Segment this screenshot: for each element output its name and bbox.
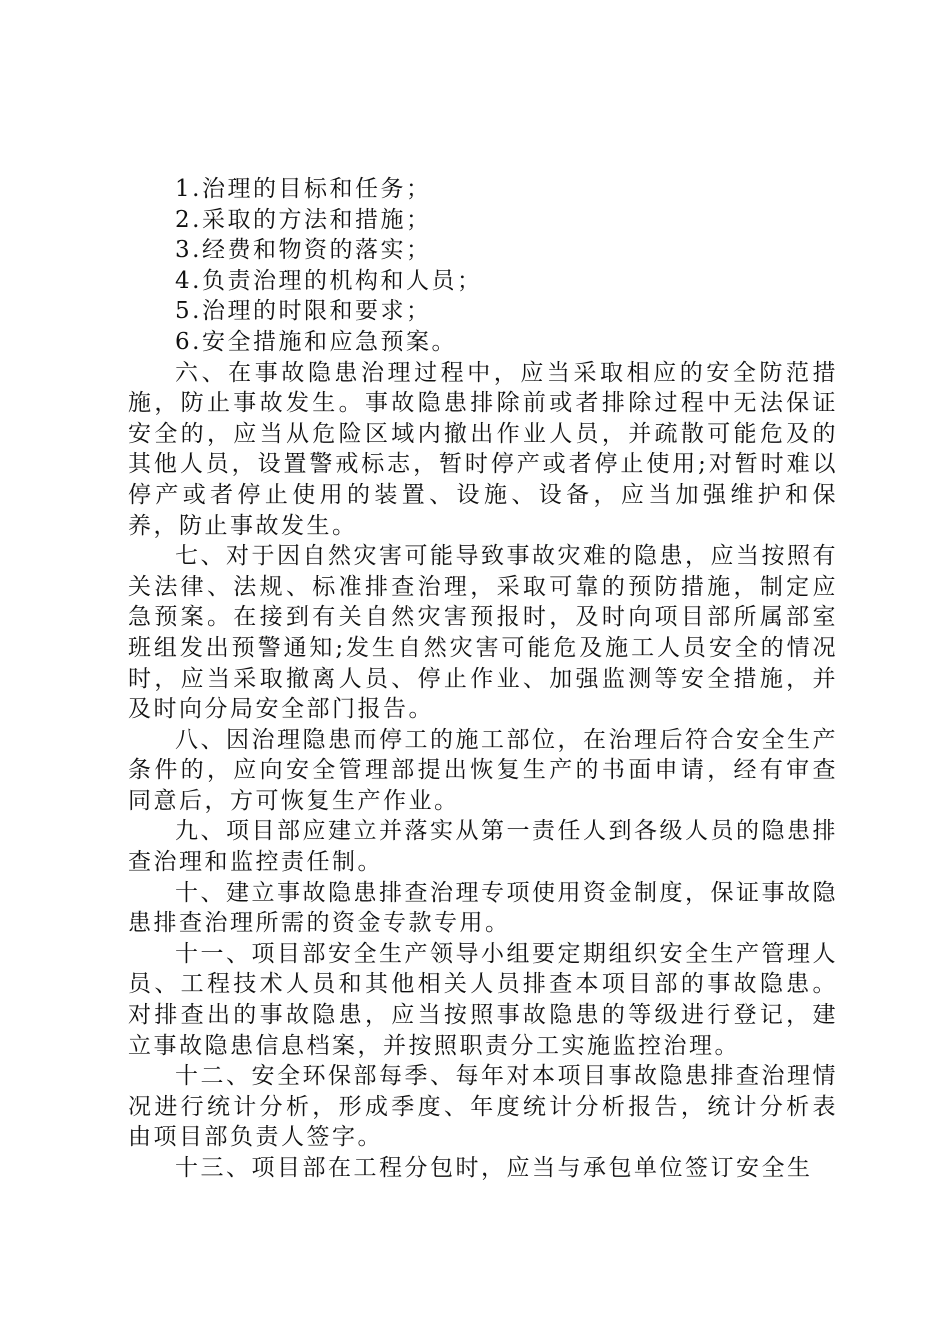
document-body xyxy=(128,174,838,1184)
paragraph-twelve: 十二、安全环保部每季、每年对本项目事故隐患排查治理情况进行统计分析，形成季度、年度统计分析报告，统计分析表由项目部负责人签字。 xyxy=(128,1063,838,1151)
list-item: 2.采取的方法和措施； xyxy=(175,206,432,233)
list-item: 5.治理的时限和要求； xyxy=(175,298,432,325)
paragraph-eight: 八、因治理隐患而停工的施工部位，在治理后符合安全生产条件的，应向安全管理部提出恢复生产的书面申请，经有审查同意后，方可恢复生产作业。 xyxy=(128,726,838,814)
list-item: 1.治理的目标和任务； xyxy=(175,176,432,202)
paragraph-eleven: 十一、项目部安全生产领导小组要定期组织安全生产管理人员、工程技术人员和其他相关人员排查本项目部的事故隐患。对排查出的事故隐患，应当按照事故隐患的等级进行登记，建立事故隐患信息档案，并按照职责分工实施监控治理。 xyxy=(128,940,838,1059)
paragraph-seven: 七、对于因自然灾害可能导致事故灾难的隐患，应当按照有关法律、法规、标准排查治理，采取可靠的预防措施，制定应急预案。在接到有关自然灾害预报时，及时向项目部所属部室班组发出预警通知;发生自然灾害可能危及施工人员安全的情况时，应当采取撤离人员、停止作业、加强监测等安全措施，并及时向分局安全部门报告。 xyxy=(128,543,838,723)
list-item: 3.经费和物资的落实； xyxy=(175,237,432,264)
paragraph-nine: 九、项目部应建立并落实从第一责任人到各级人员的隐患排查治理和监控责任制。 xyxy=(128,818,838,876)
paragraph-ten: 十、建立事故隐患排查治理专项使用资金制度，保证事故隐患排查治理所需的资金专款专用。 xyxy=(128,879,838,937)
paragraph-six: 六、在事故隐患治理过程中，应当采取相应的安全防范措施，防止事故发生。事故隐患排除前或者排除过程中无法保证安全的，应当从危险区域内撤出作业人员，并疏散可能危及的其他人员，设置警戒标志，暂时停产或者停止使用;对暂时难以停产或者停止使用的装置、设施、设备，应当加强维护和保养，防止事故发生。 xyxy=(128,359,838,539)
paragraph-thirteen: 十三、项目部在工程分包时，应当与承包单位签订安全生 xyxy=(175,1155,813,1181)
list-item: 4.负责治理的机构和人员； xyxy=(175,267,483,294)
list-item: 6.安全措施和应急预案。 xyxy=(175,328,457,355)
